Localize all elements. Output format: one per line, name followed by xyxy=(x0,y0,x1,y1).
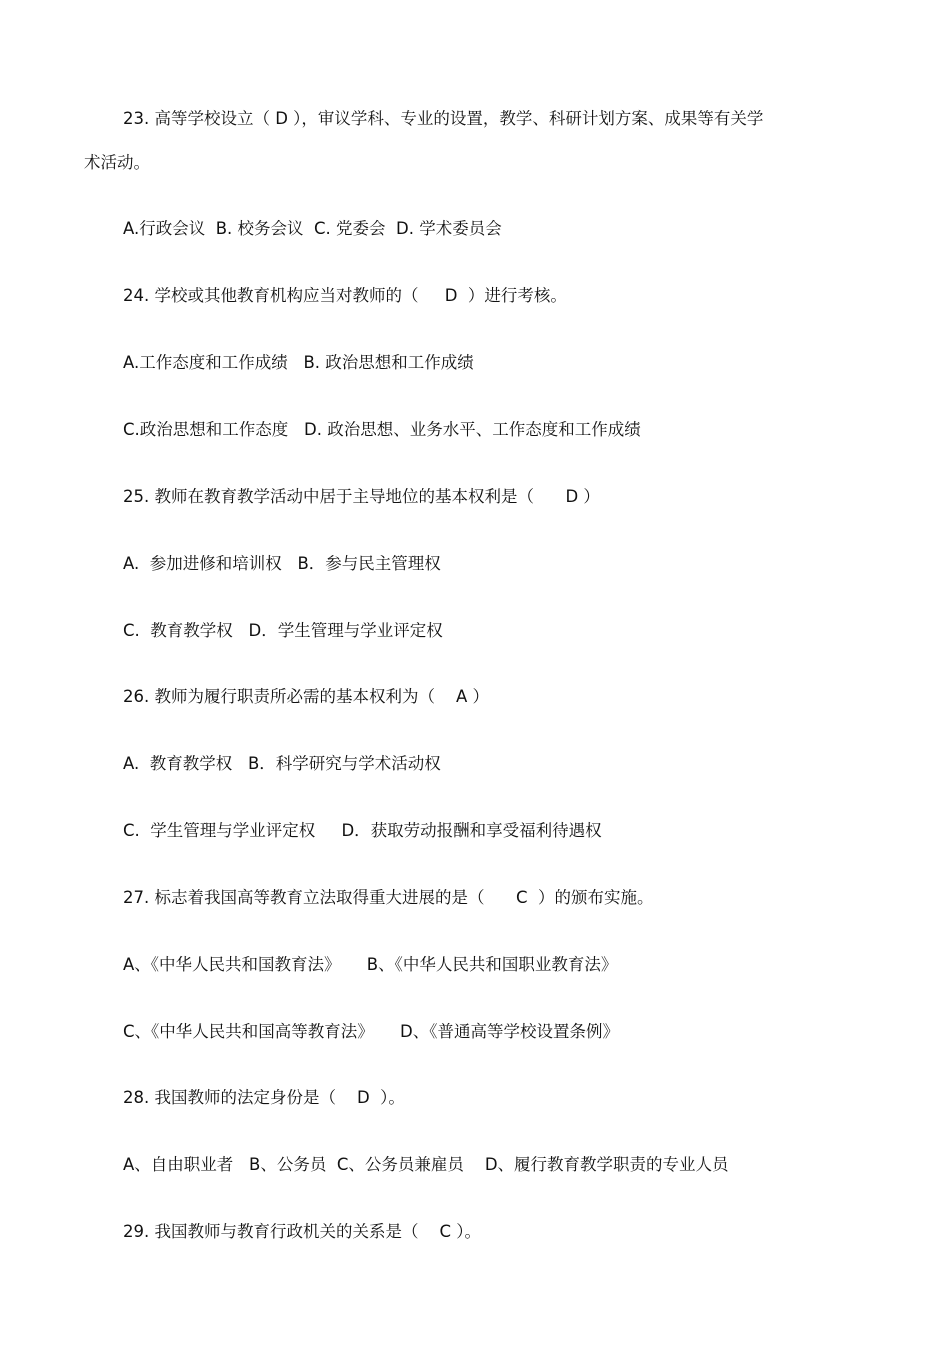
question-24-options-cd: C.政治思想和工作态度 D. 政治思想、业务水平、工作态度和工作成绩 xyxy=(123,420,641,439)
question-27-options-cd: C、《中华人民共和国高等教育法》 D、《普通高等学校设置条例》 xyxy=(123,1022,619,1041)
question-23: 23. 高等学校设立（ D ），审议学科、专业的设置，教学、科研计划方案、成果等有关学 xyxy=(123,109,764,128)
question-25-options-cd: C. 教育教学权 D．学生管理与学业评定权 xyxy=(123,621,443,640)
question-23-options: A.行政会议 B. 校务会议 C. 党委会 D. 学术委员会 xyxy=(123,219,502,238)
question-27-options-ab: A、《中华人民共和国教育法》 B、《中华人民共和国职业教育法》 xyxy=(123,955,618,974)
question-25-options-ab: A. 参加进修和培训权 B．参与民主管理权 xyxy=(123,554,441,573)
question-25: 25. 教师在教育教学活动中居于主导地位的基本权利是（ D ） xyxy=(123,487,600,506)
question-28-options: A、自由职业者 B、公务员 C、公务员兼雇员 D、履行教育教学职责的专业人员 xyxy=(123,1155,729,1174)
question-24-options-ab: A.工作态度和工作成绩 B. 政治思想和工作成绩 xyxy=(123,353,474,372)
question-26: 26. 教师为履行职责所必需的基本权利为（ A ） xyxy=(123,687,489,706)
question-26-options-cd: C. 学生管理与学业评定权 D．获取劳动报酬和享受福利待遇权 xyxy=(123,821,602,840)
question-28: 28. 我国教师的法定身份是（ D ）。 xyxy=(123,1088,405,1107)
question-29: 29. 我国教师与教育行政机关的关系是（ C ）。 xyxy=(123,1222,481,1241)
question-27: 27. 标志着我国高等教育立法取得重大进展的是（ C ）的颁布实施。 xyxy=(123,888,654,907)
question-24: 24. 学校或其他教育机构应当对教师的（ D ）进行考核。 xyxy=(123,286,567,305)
question-26-options-ab: A. 教育教学权 B．科学研究与学术活动权 xyxy=(123,754,441,773)
question-23-continued: 术活动。 xyxy=(84,153,150,172)
